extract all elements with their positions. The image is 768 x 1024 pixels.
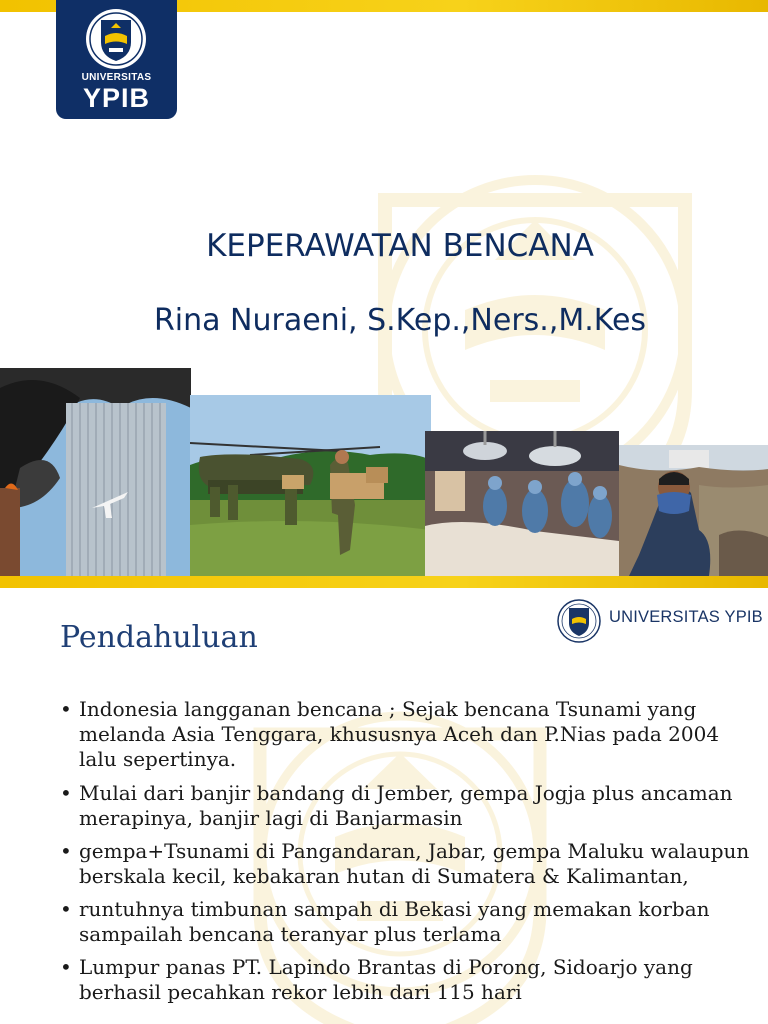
list-item bbox=[60, 897, 750, 947]
bullet-glyph: • bbox=[60, 839, 72, 863]
list-item bbox=[60, 781, 750, 831]
slide-author: Rina Nuraeni, S.Kep.,Ners.,M.Kes bbox=[153, 303, 647, 338]
university-logo bbox=[56, 0, 177, 119]
list-item bbox=[60, 697, 750, 772]
bullet-glyph: • bbox=[60, 955, 72, 979]
bullet-text: Lumpur panas PT. Lapindo Brantas di Porong, Sidoarjo yang berhasil pecahkan rekor lebih dari 115 hari bbox=[79, 955, 693, 1004]
bullet-list bbox=[60, 697, 750, 1013]
burning-tower-photo bbox=[0, 368, 191, 576]
tsunami-survivor-photo bbox=[619, 445, 768, 576]
list-item bbox=[60, 839, 750, 889]
header-logo-text: UNIVERSITAS YPIB bbox=[609, 608, 763, 626]
slide-title: KEPERAWATAN BENCANA bbox=[206, 228, 594, 264]
photo-strip bbox=[0, 368, 768, 576]
bullet-glyph: • bbox=[60, 781, 72, 805]
logo-wordmark: YPIB bbox=[82, 83, 151, 113]
intro-slide bbox=[0, 594, 768, 1024]
bullet-text: runtuhnya timbunan sampah di Bekasi yang memakan korban sampailah bencana teranyar plus terlama bbox=[79, 897, 710, 946]
logo-subtitle: UNIVERSITAS bbox=[81, 72, 152, 83]
bullet-glyph: • bbox=[60, 697, 72, 721]
bullet-text: Indonesia langganan bencana ; Sejak bencana Tsunami yang melanda Asia Tenggara, khususnya Aceh dan P.Nias pada 2004 lalu sepertinya. bbox=[79, 697, 720, 771]
bullet-glyph: • bbox=[60, 897, 72, 921]
section-title: Pendahuluan bbox=[60, 620, 258, 655]
header-logo bbox=[556, 596, 766, 642]
bullet-text: gempa+Tsunami di Pangandaran, Jabar, gempa Maluku walaupun berskala kecil, kebakaran hutan di Sumatera & Kalimantan, bbox=[79, 839, 750, 888]
bottom-gold-bar bbox=[0, 576, 768, 588]
helicopter-relief-photo bbox=[190, 395, 431, 576]
university-seal-icon bbox=[83, 6, 149, 72]
bullet-text: Mulai dari banjir bandang di Jember, gempa Jogja plus ancaman merapinya, banjir lagi di Banjarmasin bbox=[79, 781, 733, 830]
operating-room-photo bbox=[425, 431, 619, 576]
list-item bbox=[60, 955, 750, 1005]
university-seal-icon bbox=[556, 598, 602, 644]
